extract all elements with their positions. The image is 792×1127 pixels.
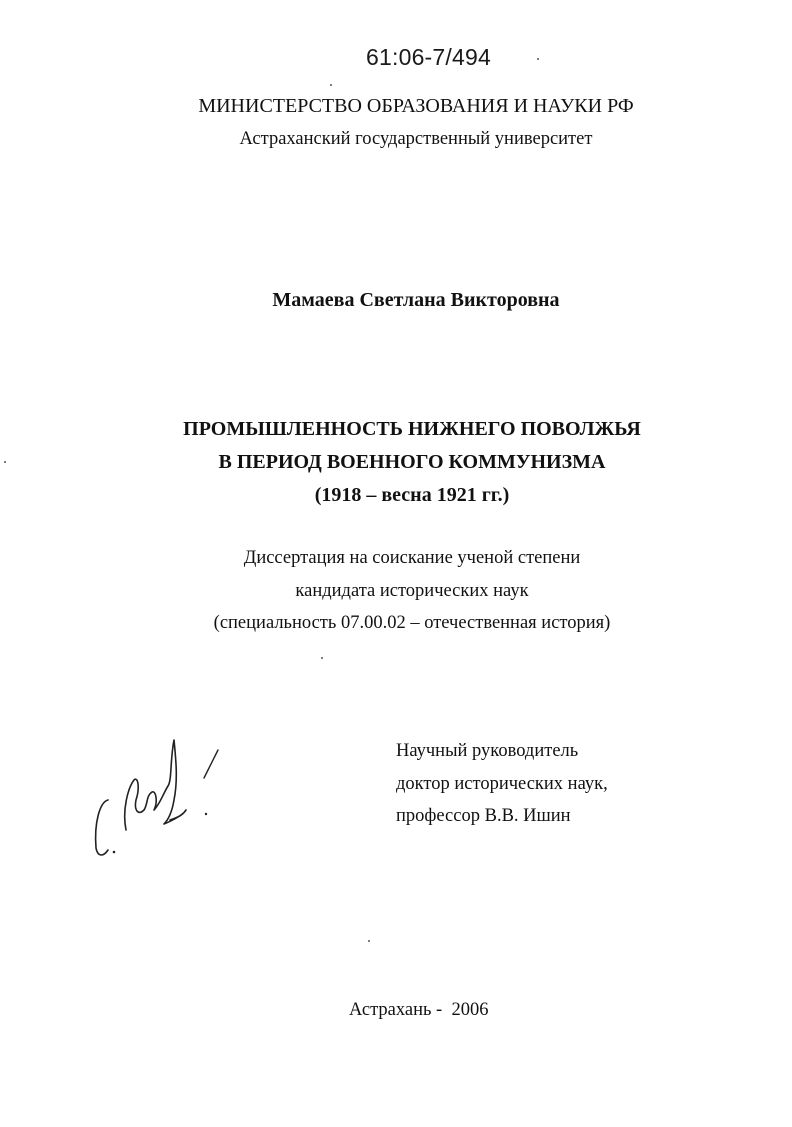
thesis-title-years: (1918 – весна 1921 гг.) (314, 484, 510, 506)
supervisor-name: профессор В.В. Ишин (396, 806, 571, 826)
author-name: Мамаева Светлана Викторовна (272, 289, 560, 311)
scan-speck (321, 657, 323, 659)
scan-speck (368, 940, 370, 942)
ministry-heading: МИНИСТЕРСТВО ОБРАЗОВАНИЯ И НАУКИ РФ (198, 95, 634, 117)
scan-speck (330, 84, 332, 86)
handwritten-signature-icon (86, 730, 236, 870)
scan-speck (4, 461, 6, 463)
dissertation-type-line-1: Диссертация на соискание ученой степени (243, 548, 581, 568)
city-and-year: Астрахань - 2006 (349, 1000, 489, 1020)
scan-speck (537, 58, 539, 60)
dissertation-type-line-2: кандидата исторических наук (295, 581, 529, 601)
library-call-number: 61:06-7/494 (366, 44, 491, 70)
university-name: Астраханский государственный университет (239, 129, 593, 149)
supervisor-role: Научный руководитель (396, 741, 579, 761)
thesis-title-line-2: В ПЕРИОД ВОЕННОГО КОММУНИЗМА (218, 451, 606, 473)
supervisor-degree: доктор исторических наук, (396, 774, 608, 794)
thesis-title-line-1: ПРОМЫШЛЕННОСТЬ НИЖНЕГО ПОВОЛЖЬЯ (183, 418, 641, 440)
dissertation-specialty: (специальность 07.00.02 – отечественная история) (213, 613, 611, 633)
